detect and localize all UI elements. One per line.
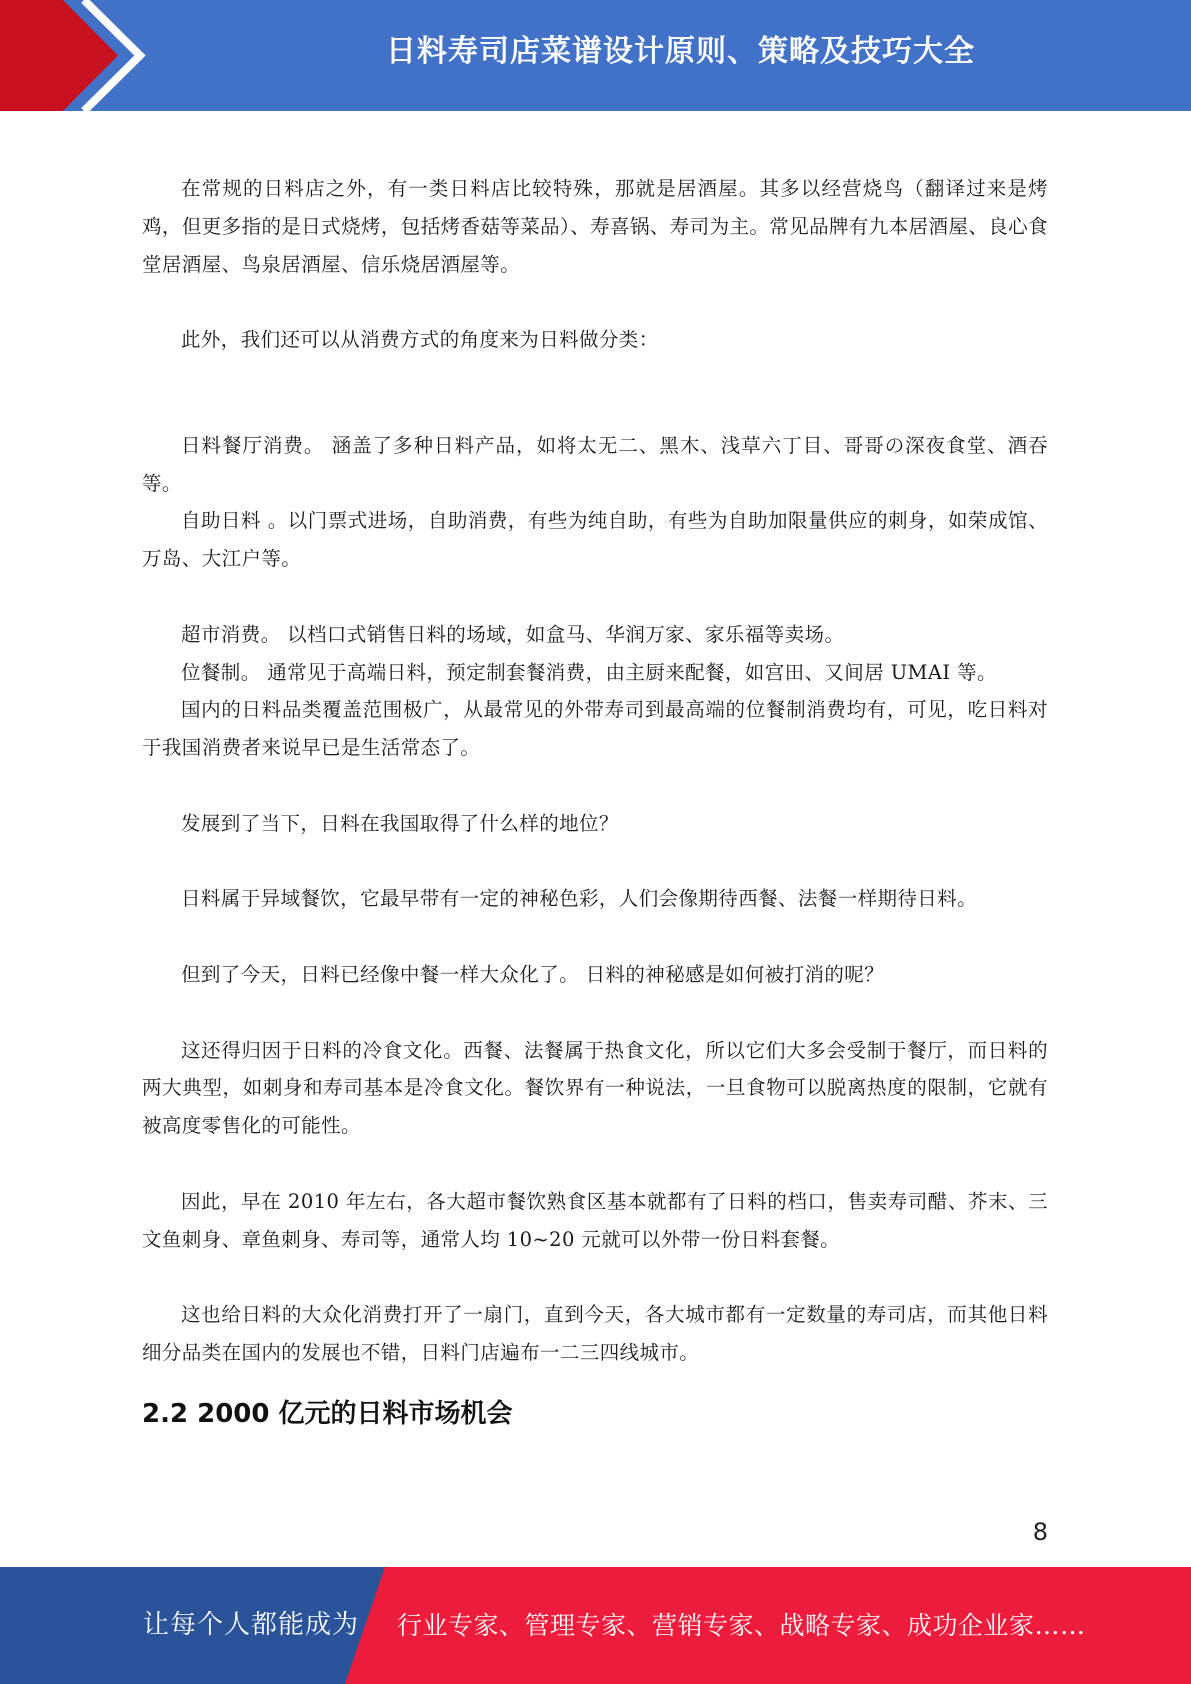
paragraph: 发展到了当下，日料在我国取得了什么样的地位？ [181, 811, 619, 835]
page-header [0, 0, 1191, 111]
paragraph: 日料餐厅消费。 涵盖了多种日料产品，如将太无二、黑木、浅草六丁目、哥哥の深夜食堂、酒吞等。 [142, 433, 1048, 495]
page-number: 8 [1032, 1518, 1048, 1546]
document-title: 日料寿司店菜谱设计原则、策略及技巧大全 [386, 34, 975, 69]
paragraph: 自助日料 。以门票式进场，自助消费，有些为纯自助，有些为自助加限量供应的刺身，如荣成馆、万岛、大江户等。 [142, 509, 1048, 571]
paragraph: 但到了今天，日料已经像中餐一样大众化了。 日料的神秘感是如何被打消的呢？ [181, 962, 885, 986]
paragraph: 此外，我们还可以从消费方式的角度来为日料做分类： [181, 328, 659, 352]
paragraph: 位餐制。 通常见于高端日料，预定制套餐消费，由主厨来配餐，如宫田、又间居 UMAI 等。 [181, 660, 997, 684]
paragraph: 这也给日料的大众化消费打开了一扇门，直到今天，各大城市都有一定数量的寿司店，而其他日料细分品类在国内的发展也不错，日料门店遍布一二三四线城市。 [142, 1303, 1048, 1364]
paragraph: 因此，早在 2010 年左右，各大超市餐饮熟食区基本就都有了日料的档口，售卖寿司醋、芥末、三文鱼刺身、章鱼刺身、寿司等，通常人均 10~20 元就可以外带一份日料套餐。 [142, 1189, 1048, 1251]
paragraph: 日料属于异域餐饮，它最早带有一定的神秘色彩，人们会像期待西餐、法餐一样期待日料。 [181, 887, 978, 911]
document-body [142, 170, 1048, 1372]
section-heading: 2.2 2000 亿元的日料市场机会 [142, 1399, 513, 1429]
header-arrow-decoration [0, 0, 150, 111]
paragraph: 在常规的日料店之外，有一类日料店比较特殊，那就是居酒屋。其多以经营烧鸟（翻译过来是烤鸡，但更多指的是日式烧烤，包括烤香菇等菜品）、寿喜锅、寿司为主。常见品牌有九本居酒屋、良心食堂居酒屋、鸟泉居酒屋、信乐烧居酒屋等。 [142, 177, 1048, 276]
paragraph: 超市消费。 以档口式销售日料的场域，如盒马、华润万家、家乐福等卖场。 [181, 622, 845, 646]
paragraph: 这还得归因于日料的冷食文化。西餐、法餐属于热食文化，所以它们大多会受制于餐厅，而日料的两大典型，如刺身和寿司基本是冷食文化。餐饮界有一种说法，一旦食物可以脱离热度的限制，它就有被高度零售化的可能性。 [142, 1038, 1048, 1138]
page-footer [0, 1567, 1191, 1684]
paragraph: 国内的日料品类覆盖范围极广，从最常见的外带寿司到最高端的位餐制消费均有，可见，吃日料对于我国消费者来说早已是生活常态了。 [142, 698, 1048, 760]
footer-slogan-left: 让每个人都能成为 [143, 1610, 360, 1640]
footer-slogan-right: 行业专家、管理专家、营销专家、战略专家、成功企业家…… [397, 1611, 1086, 1640]
